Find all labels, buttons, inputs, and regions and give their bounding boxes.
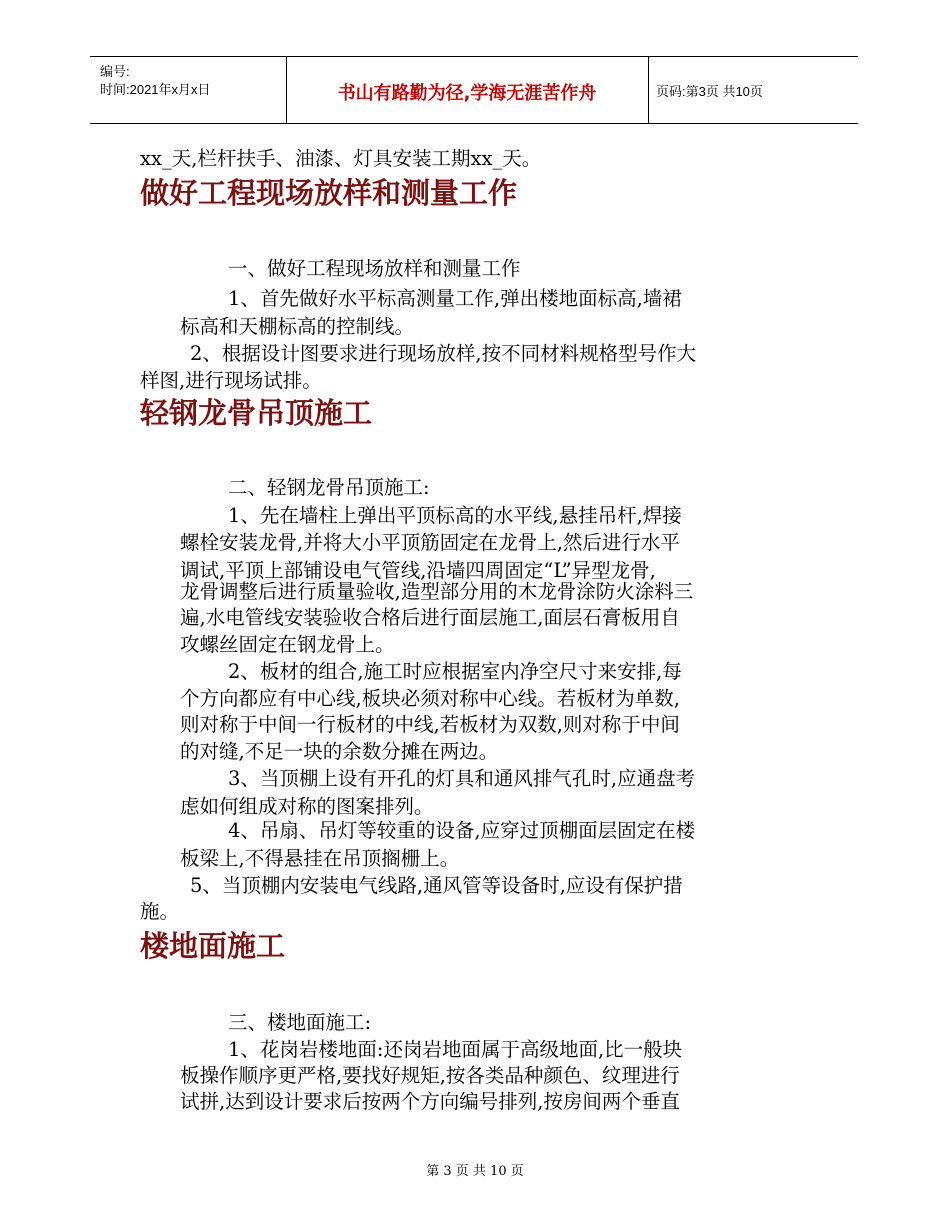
body-line: 1、花岗岩楼地面:还岗岩地面属于高级地面,比一般块 <box>228 1038 683 1061</box>
body-line: 2、板材的组合,施工时应根据室内净空尺寸来安排,每 <box>228 660 682 683</box>
body-line: 龙骨调整后进行质量验收,造型部分用的木龙骨涂防火涂料三 <box>180 580 694 603</box>
body-line: 个方向都应有中心线,板块必须对称中心线。若板材为单数, <box>180 687 680 710</box>
body-line: 二、轻钢龙骨吊顶施工: <box>228 476 430 499</box>
section-heading: 轻钢龙骨吊顶施工 <box>140 396 373 430</box>
body-line: 一、做好工程现场放样和测量工作 <box>228 257 521 280</box>
body-line: 板操作顺序更严格,要找好规矩,按各类品种颜色、纹理进行 <box>180 1064 680 1087</box>
header-meta <box>100 63 211 99</box>
document-time-label: 时间:2021年x月x日 <box>100 82 211 97</box>
body-line: 的对缝,不足一块的余数分摊在两边。 <box>180 740 499 763</box>
section-heading: 做好工程现场放样和测量工作 <box>140 176 518 210</box>
body-line: 5、当顶棚内安装电气线路,通风管等设备时,应设有保护措 <box>190 874 683 897</box>
body-line: 施。 <box>140 900 180 923</box>
page-header <box>90 56 858 124</box>
body-line: 样图,进行现场试排。 <box>140 369 322 392</box>
header-page-info: 页码:第3页 共10页 <box>656 84 763 99</box>
body-line: 标高和天棚标高的控制线。 <box>180 315 415 338</box>
body-line: 调试,平顶上部铺设电气管线,沿墙四周固定“L”异型龙骨, <box>180 559 656 582</box>
body-line: 3、当顶棚上设有开孔的灯具和通风排气孔时,应通盘考 <box>228 767 696 790</box>
body-line: 板梁上,不得悬挂在吊顶搁栅上。 <box>180 847 460 870</box>
body-line: 虑如何组成对称的图案排列。 <box>180 795 434 818</box>
body-line: 试拼,达到设计要求后按两个方向编号排列,按房间两个垂直 <box>180 1090 680 1113</box>
body-line: 螺栓安装龙骨,并将大小平顶筋固定在龙骨上,然后进行水平 <box>180 531 680 554</box>
body-line: 1、首先做好水平标高测量工作,弹出楼地面标高,墙裙 <box>228 287 682 310</box>
header-motto: 书山有路勤为径,学海无涯苦作舟 <box>337 83 597 104</box>
body-line: xx_天,栏杆扶手、油漆、灯具安装工期xx_天。 <box>140 147 542 170</box>
body-line: 2、根据设计图要求进行现场放样,按不同材料规格型号作大 <box>190 342 697 365</box>
body-line: 三、楼地面施工: <box>228 1011 372 1034</box>
body-line: 1、先在墙柱上弹出平顶标高的水平线,悬挂吊杆,焊接 <box>228 504 682 527</box>
body-line: 则对称于中间一行板材的中线,若板材为双数,则对称于中间 <box>180 713 680 736</box>
section-heading: 楼地面施工 <box>140 929 286 963</box>
page-footer: 第 3 页 共 10 页 <box>426 1164 524 1179</box>
body-line: 攻螺丝固定在钢龙骨上。 <box>180 633 395 656</box>
body-line: 4、吊扇、吊灯等较重的设备,应穿过顶棚面层固定在楼 <box>228 819 696 842</box>
body-line: 遍,水电管线安装验收合格后进行面层施工,面层石膏板用自 <box>180 606 680 629</box>
document-number-label: 编号: <box>100 64 130 79</box>
header-divider <box>648 57 649 123</box>
